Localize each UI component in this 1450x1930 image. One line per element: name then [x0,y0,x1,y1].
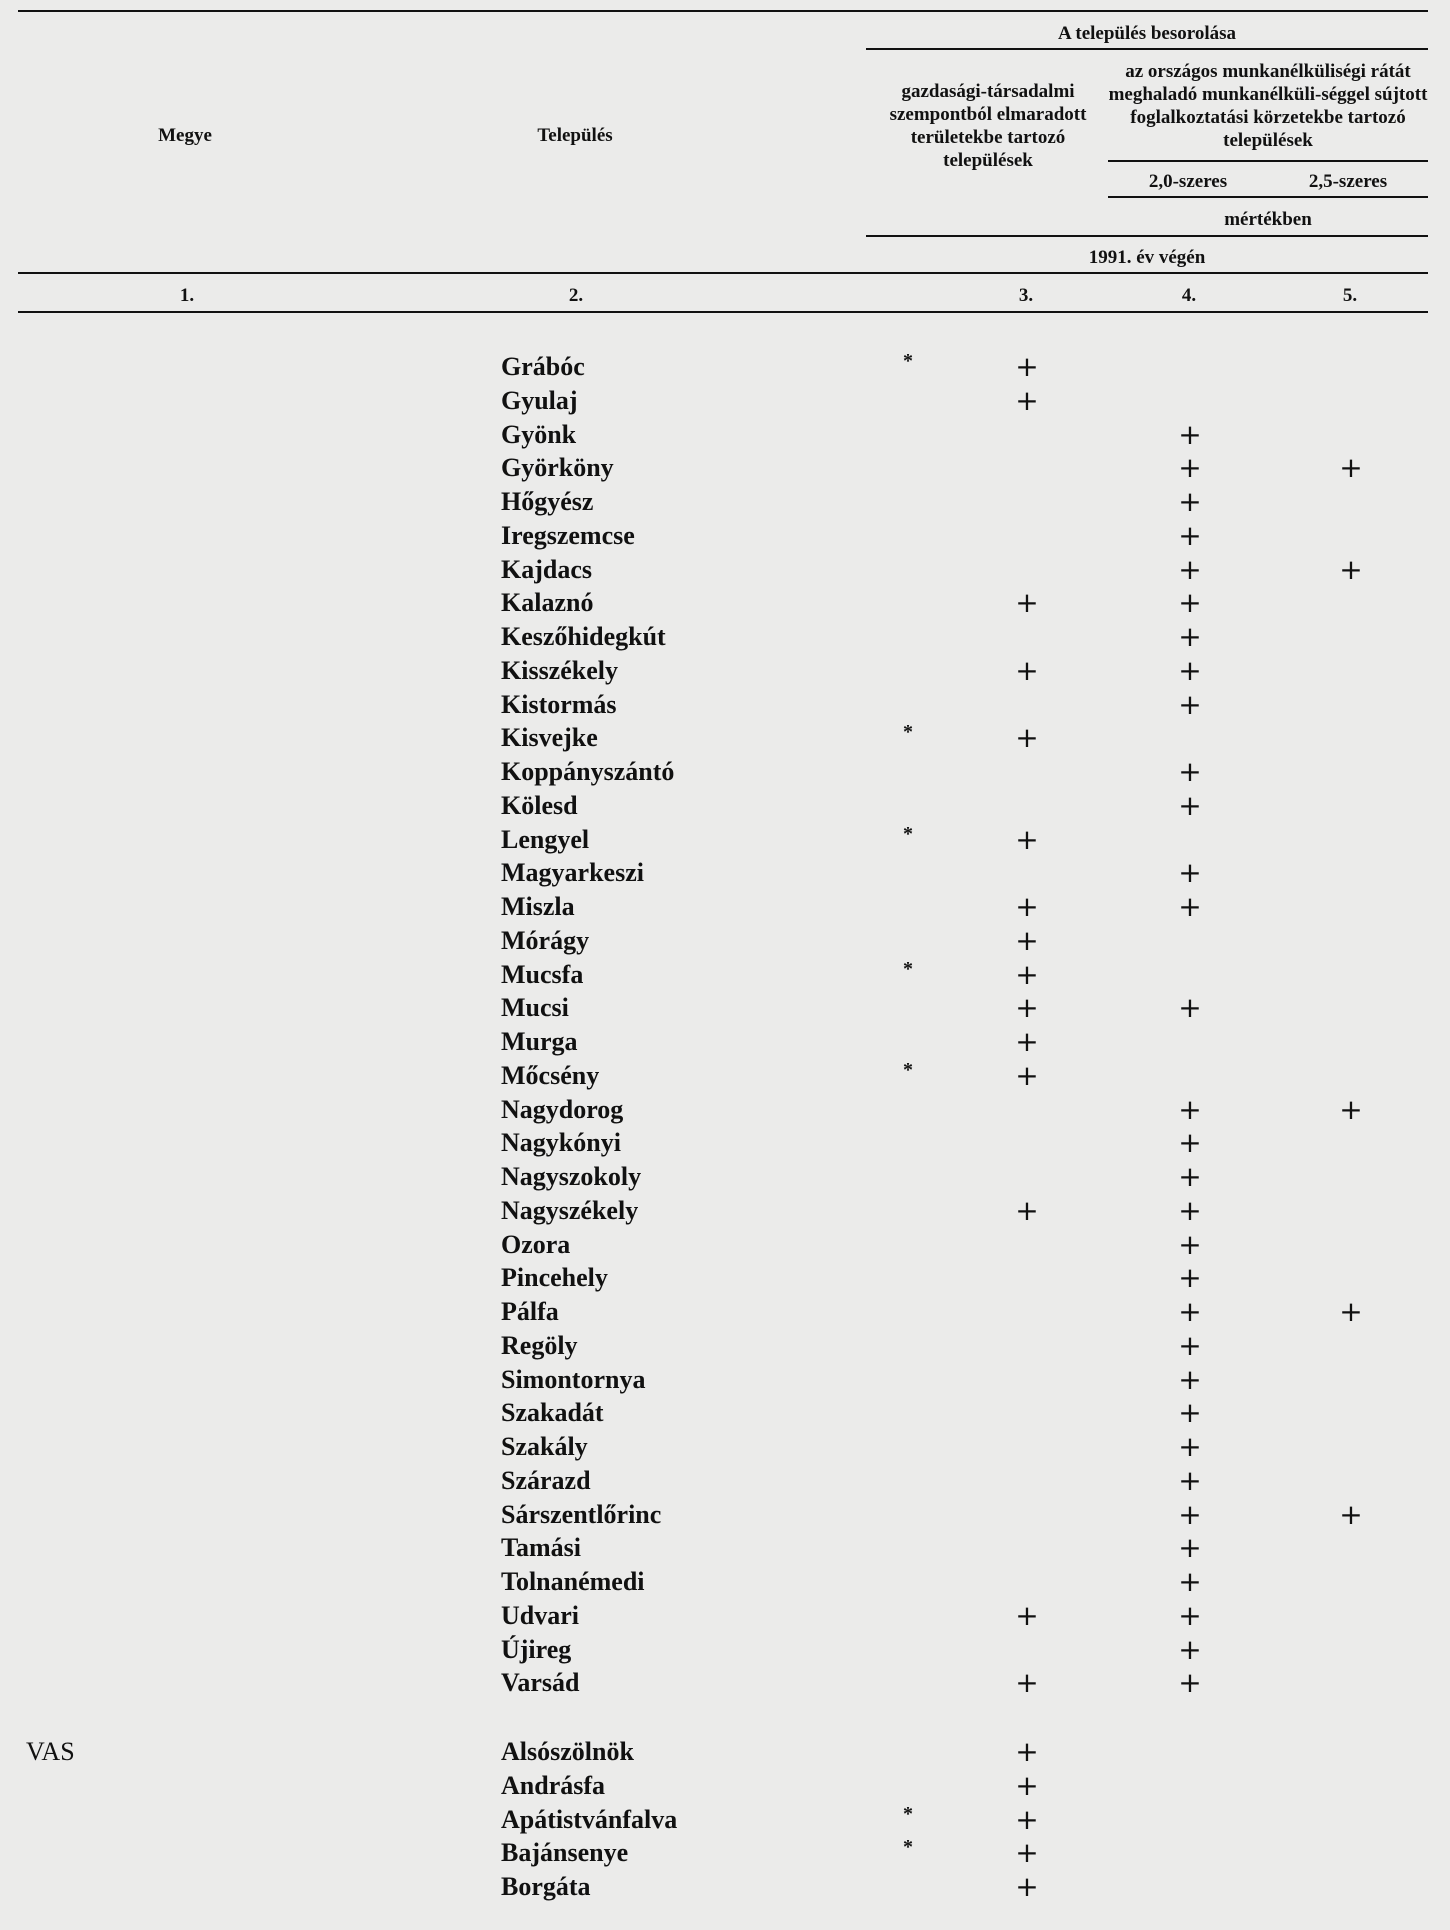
colnum-3: 3. [1018,285,1034,306]
settlement-name: Kajdacs [501,554,592,584]
col3-plus-mark: + [1015,1193,1039,1227]
col4-plus-mark: + [1178,856,1202,890]
header-col-megye: Megye [158,125,212,146]
header-title: A település besorolása [1057,23,1237,44]
col3-plus-mark: + [1015,1802,1039,1836]
col4-plus-mark: + [1178,1598,1202,1632]
settlement-name: Miszla [501,892,575,921]
col3-plus-mark: + [1015,923,1039,957]
settlement-name: Kölesd [501,790,578,820]
col4-plus-mark: + [1178,890,1202,923]
settlement-name: Udvari [501,1600,579,1630]
table-row [0,723,1450,757]
col3-plus-mark: + [1015,350,1039,383]
settlement-name: Tamási [501,1533,581,1563]
table-row [0,552,1450,589]
settlement-name: Szárazd [501,1465,591,1495]
col5-plus-mark: + [1339,552,1363,586]
colnum-2: 2. [568,285,584,306]
col4-plus-mark: + [1178,653,1202,687]
col3-plus-mark: + [1015,383,1039,417]
col4-plus-mark: + [1178,1632,1202,1666]
col3-plus-mark: + [1015,1025,1039,1058]
settlement-name: Simontornya [501,1364,646,1394]
settlement-name: Borgáta [501,1872,591,1901]
col3-plus-mark: + [1015,1836,1039,1870]
settlement-name: Regöly [501,1330,578,1360]
col4-plus-mark: + [1178,485,1202,518]
table-row [0,1533,1450,1567]
table-row [0,1567,1450,1601]
settlement-name: Grábóc [501,352,585,381]
settlement-name: Hőgyész [501,487,594,516]
asterisk-mark: * [903,822,913,845]
col3-plus-mark: + [1015,991,1039,1025]
table-row [0,653,1450,690]
col45-rule [1108,160,1428,162]
table-row [0,1668,1450,1702]
table-row [0,1092,1450,1129]
settlement-name: Varsád [501,1668,580,1698]
colnum-1: 1. [179,285,195,306]
col5-plus-mark: + [1339,1497,1363,1531]
settlement-name: Szakadát [501,1398,604,1428]
settlement-name: Andrásfa [501,1770,606,1800]
table-row [0,1432,1450,1466]
col5-plus-mark: + [1339,1092,1363,1126]
col3-plus-mark: + [1015,653,1039,687]
top-rule [18,10,1428,12]
settlement-name: Gyulaj [501,385,578,415]
col4-plus-mark: + [1178,991,1202,1025]
settlement-name: Sárszentlőrinc [501,1499,662,1529]
title-rule [866,48,1428,50]
settlement-name: Györköny [501,453,614,483]
settlement-name: Iregszemcse [501,520,635,550]
date-rule [18,272,1428,274]
table-row [0,383,1450,420]
mult-rule [1108,196,1428,198]
table-row [0,687,1450,724]
asterisk-mark: * [903,1058,913,1081]
asterisk-mark: * [903,350,913,372]
table-row [0,417,1450,454]
col4-plus-mark: + [1178,1227,1202,1261]
settlement-name: Mucsi [501,993,569,1023]
header-col3: gazdasági-társadalmi szempontból elmaradott területekbe tartozó települések [889,81,1087,171]
col5-plus-mark: + [1339,451,1363,485]
col4-plus-mark: + [1178,1092,1202,1126]
col4-plus-mark: + [1178,620,1202,653]
col4-plus-mark: + [1178,1362,1202,1396]
table-row [0,1263,1450,1297]
table-row [0,1398,1450,1432]
table-row [0,622,1450,656]
settlement-name: Alsószölnök [501,1737,634,1766]
table-row [0,1128,1450,1162]
settlement-name: Bajánsenye [501,1838,629,1868]
col3-plus-mark: + [1015,822,1039,856]
table-row [0,1193,1450,1230]
col3-plus-mark: + [1015,957,1039,991]
table-row [0,1872,1450,1906]
table-row [0,1497,1450,1534]
settlement-name: Újireg [501,1634,572,1664]
asterisk-mark: * [903,957,913,980]
col4-plus-mark: + [1178,1126,1202,1160]
table-row [0,923,1450,960]
table-row [0,1598,1450,1635]
settlement-name: Kalaznó [501,588,594,618]
settlement-name: Kisszékely [501,655,618,685]
table-row [0,1838,1450,1872]
settlement-name: Lengyel [501,824,590,854]
table-row [0,892,1450,926]
asterisk-mark: * [903,721,913,744]
asterisk-mark: * [903,1836,913,1859]
settlement-name: Ozora [501,1229,571,1259]
table-row [0,588,1450,622]
col4-plus-mark: + [1178,1328,1202,1362]
table-row [0,1227,1450,1264]
col4-plus-mark: + [1178,552,1202,586]
table-row [0,1027,1450,1061]
county-name: VAS [26,1737,75,1766]
header-mertekben: mértékben [1224,209,1312,230]
settlement-name: Mőcsény [501,1060,600,1090]
table-row [0,858,1450,892]
settlement-name: Koppányszántó [501,757,675,786]
colnum-4: 4. [1181,285,1197,306]
settlement-name: Mucsfa [501,959,584,989]
settlement-name: Apátistvánfalva [501,1804,678,1834]
table-row [0,487,1450,521]
settlement-name: Tolnanémedi [501,1567,645,1596]
settlement-name: Szakály [501,1432,588,1461]
table-row [0,1297,1450,1331]
table-row [0,453,1450,487]
table-row [0,822,1450,859]
settlement-name: Nagykónyi [501,1128,621,1158]
header-col5: 2,5-szeres [1308,171,1388,192]
col5-plus-mark: + [1339,1295,1363,1328]
settlement-name: Pincehely [501,1263,608,1293]
table-row [0,352,1450,386]
col4-plus-mark: + [1178,1193,1202,1227]
col3-plus-mark: + [1015,586,1039,620]
col4-plus-mark: + [1178,1261,1202,1295]
settlement-name: Kistormás [501,689,617,719]
table-row [0,957,1450,994]
col3-plus-mark: + [1015,890,1039,923]
table-row [0,1162,1450,1196]
col4-plus-mark: + [1178,1160,1202,1193]
col3-plus-mark: + [1015,1735,1039,1768]
col4-plus-mark: + [1178,687,1202,721]
table-row [0,1768,1450,1805]
col4-plus-mark: + [1178,518,1202,552]
header-bottom-rule [18,311,1428,313]
table-row [0,1737,1450,1771]
header-col4: 2,0-szeres [1148,171,1228,192]
header-col45: az országos munkanélküliségi rátát meghaladó munkanélküli-séggel sújtott foglalkoztatási körzetekbe tartozó települések [1108,61,1428,151]
settlement-name: Magyarkeszi [501,858,644,888]
mertekben-rule [866,235,1428,237]
colnum-5: 5. [1342,285,1358,306]
col4-plus-mark: + [1178,1565,1202,1598]
settlement-name: Kisvejke [501,723,598,753]
col3-plus-mark: + [1015,1598,1039,1632]
col4-plus-mark: + [1178,451,1202,485]
table-row [0,1463,1450,1500]
col3-plus-mark: + [1015,1666,1039,1700]
table-row [0,788,1450,825]
settlement-name: Pálfa [501,1297,559,1326]
table-row [0,1058,1450,1095]
settlement-name: Nagyszokoly [501,1162,642,1191]
col4-plus-mark: + [1178,417,1202,451]
settlement-name: Mórágy [501,925,590,955]
table-row [0,1328,1450,1365]
col4-plus-mark: + [1178,1531,1202,1565]
col4-plus-mark: + [1178,1666,1202,1700]
col4-plus-mark: + [1178,755,1202,788]
table-row [0,757,1450,791]
table-row [0,1802,1450,1839]
col3-plus-mark: + [1015,721,1039,755]
col3-plus-mark: + [1015,1768,1039,1802]
header-date: 1991. év végén [1088,247,1206,268]
settlement-name: Gyönk [501,419,577,449]
col4-plus-mark: + [1178,586,1202,620]
table-row [0,518,1450,555]
table-row [0,1362,1450,1399]
settlement-name: Nagydorog [501,1094,624,1124]
header-col-telepules: Település [537,125,613,146]
col4-plus-mark: + [1178,1497,1202,1531]
col4-plus-mark: + [1178,1295,1202,1328]
col4-plus-mark: + [1178,1463,1202,1497]
settlement-name: Nagyszékely [501,1195,639,1225]
table-row [0,1632,1450,1669]
settlement-name: Keszőhidegkút [501,622,666,651]
settlement-name: Murga [501,1027,578,1056]
col4-plus-mark: + [1178,1430,1202,1463]
asterisk-mark: * [903,1802,913,1825]
col3-plus-mark: + [1015,1058,1039,1092]
col3-plus-mark: + [1015,1870,1039,1903]
table-row [0,993,1450,1027]
col4-plus-mark: + [1178,1396,1202,1430]
col4-plus-mark: + [1178,788,1202,822]
